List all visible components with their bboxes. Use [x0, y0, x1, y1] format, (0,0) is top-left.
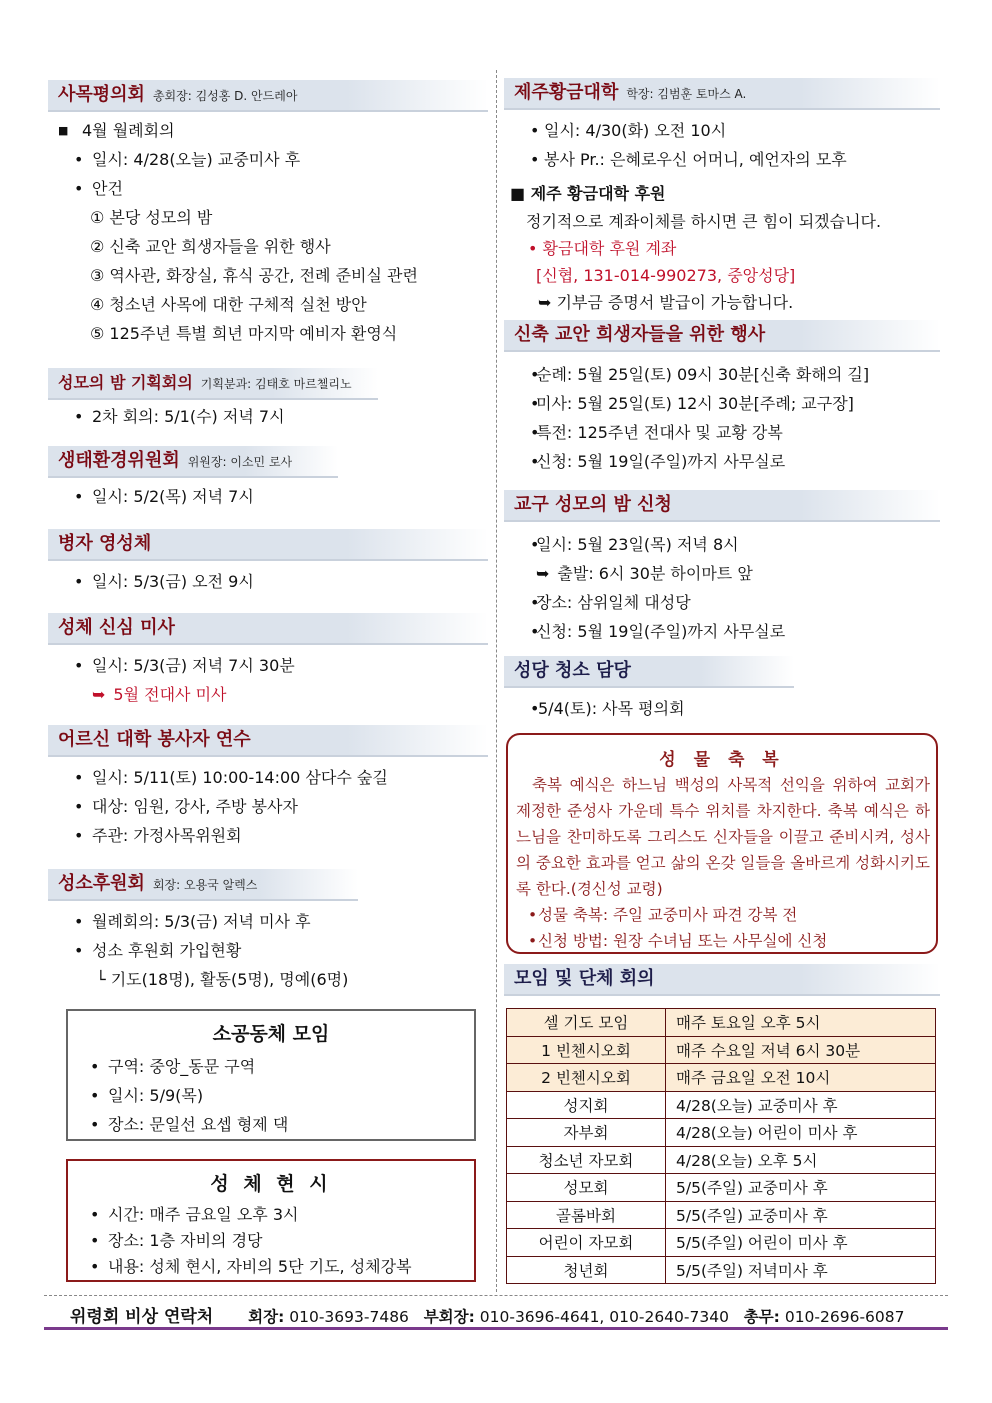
meeting-name: 어린이 자모회 — [507, 1229, 666, 1257]
contact-phone: 010-2696-6087 — [784, 1308, 905, 1326]
subtitle: 회장: 오용국 알렉스 — [152, 878, 258, 892]
table-row — [507, 1036, 936, 1064]
section-ecology-committee — [48, 446, 488, 511]
meeting-time: 5/5(주일) 저녁미사 후 — [666, 1256, 936, 1284]
table-row — [507, 1256, 936, 1284]
meeting-time: 매주 금요일 오전 10시 — [666, 1064, 936, 1092]
section-title: 교구 성모의 밤 신청 — [504, 490, 940, 522]
section-title — [48, 869, 358, 901]
list-item: • 장소: 1층 자비의 경당 — [68, 1228, 474, 1254]
section-church-cleaning — [504, 656, 940, 723]
list-item: • 주관: 가정사목위원회 — [48, 821, 488, 850]
section-eucharist-mass — [48, 613, 488, 709]
table-row — [507, 1064, 936, 1092]
meeting-name: 청소년 자모회 — [507, 1146, 666, 1174]
meeting-time: 4/28(오늘) 오후 5시 — [666, 1146, 936, 1174]
subtitle: 총회장: 김성홍 D. 안드레아 — [152, 89, 298, 103]
meeting-name: 1 빈첸시오회 — [507, 1036, 666, 1064]
blessing-item: • 성물 축복: 주일 교중미사 파견 강복 전 — [508, 902, 936, 928]
depart-text: 출발: 6시 30분 하이마트 앞 — [557, 564, 753, 583]
list-item: • 대상: 임원, 강사, 주방 봉사자 — [48, 792, 488, 821]
list-item: • 장소: 문일선 요셉 형제 댁 — [68, 1110, 474, 1139]
subtitle: 위원장: 이소민 로사 — [187, 455, 293, 469]
list-item: • 내용: 성체 현시, 자비의 5단 기도, 성체강복 — [68, 1254, 474, 1280]
table-row — [507, 1201, 936, 1229]
meetings-title: 모임 및 단체 회의 — [504, 964, 940, 996]
account-label: • 황금대학 후원 계좌 — [528, 239, 677, 258]
list-item: • 일시: 4/28(오늘) 교중미사 후 — [48, 145, 488, 174]
title-text: 성모의 밤 기획회의 — [58, 373, 193, 392]
section-title: 어르신 대학 봉사자 연수 — [48, 725, 488, 757]
blessing-text: 축복 예식은 하느님 백성의 사목적 선익을 위하여 교회가 제정한 준성사 가운데 특수 위치를 차지한다. 축복 예식은 하느님을 찬미하도록 그리스도 신자들을 이끌고 준비시켜, 성사의 중요한 효과를 얻고 삶의 온갖 일들을 올바르게 성화시키도록 한다.(경신성 교령) — [516, 776, 930, 898]
depart-item — [504, 559, 940, 588]
list-item: • 장소: 삼위일체 대성당 — [504, 588, 940, 617]
agenda-item: ② 신축 교안 희생자들을 위한 행사 — [90, 237, 331, 256]
list-item: • 안건 — [48, 174, 488, 203]
meeting-name: 성모회 — [507, 1174, 666, 1202]
receipt-text: 기부금 증명서 발급이 가능합니다. — [556, 293, 794, 312]
agenda-item: ④ 청소년 사목에 대한 구체적 실천 방안 — [90, 295, 367, 314]
list-item: ■ 4월 월례회의 — [48, 116, 488, 145]
table-row — [507, 1174, 936, 1202]
footer — [44, 1295, 948, 1327]
table-row — [507, 1009, 936, 1037]
section-title: 성체 신심 미사 — [48, 613, 488, 645]
note-text: 5월 전대사 미사 — [113, 685, 227, 704]
meeting-name: 청년회 — [507, 1256, 666, 1284]
meeting-time: 5/5(주일) 어린이 미사 후 — [666, 1229, 936, 1257]
small-community-box — [66, 1009, 476, 1141]
section-martyrs-event — [504, 320, 940, 476]
table-row — [507, 1119, 936, 1147]
section-diocese-marian-night — [504, 490, 940, 646]
box-title: 성 체 현 시 — [210, 1173, 332, 1195]
list-item: • 성소 후원회 가입현황 — [48, 936, 488, 965]
table-row — [507, 1146, 936, 1174]
list-item: • 순례: 5월 25일(토) 09시 30분[신축 화해의 길] — [504, 360, 940, 389]
arrow-icon: ➥ — [536, 564, 550, 583]
arrow-icon: ➥ — [538, 293, 552, 312]
list-item: • 시간: 매주 금요일 오후 3시 — [68, 1202, 474, 1228]
blessing-item: • 신청 방법: 원장 수녀님 또는 사무실에 신청 — [508, 928, 936, 954]
meeting-time: 4/28(오늘) 교중미사 후 — [666, 1091, 936, 1119]
subtitle: 학장: 김범훈 토마스 A. — [626, 87, 747, 101]
section-vocation-support — [48, 869, 488, 994]
section-title — [504, 78, 940, 110]
note-item — [48, 680, 488, 709]
meeting-name: 자부회 — [507, 1119, 666, 1147]
section-pastoral-council — [48, 80, 488, 348]
section-title — [48, 80, 488, 112]
meeting-time: 5/5(주일) 교중미사 후 — [666, 1174, 936, 1202]
list-item: • 일시: 5/11(토) 10:00-14:00 삼다수 숲길 — [48, 763, 488, 792]
agenda-item: ③ 역사관, 화장실, 휴식 공간, 전례 준비실 관련 — [90, 266, 418, 285]
list-item: • 봉사 Pr.: 은혜로우신 어머니, 예언자의 모후 — [504, 145, 940, 174]
list-item: • 일시: 5/3(금) 오전 9시 — [48, 567, 488, 596]
meetings-table — [506, 1008, 936, 1284]
section-title — [48, 368, 378, 400]
meeting-time: 매주 수요일 저녁 6시 30분 — [666, 1036, 936, 1064]
title-text: 생태환경위원회 — [58, 450, 180, 471]
meeting-name: 성지회 — [507, 1091, 666, 1119]
receipt-note — [504, 289, 940, 316]
list-item: • 구역: 중앙_동문 구역 — [68, 1052, 474, 1081]
contact-phone: 010-3696-4641, 010-2640-7340 — [479, 1308, 729, 1326]
agenda-item: ⑤ 125주년 특별 희년 마지막 예비자 환영식 — [90, 324, 398, 343]
footer-line — [44, 1327, 948, 1330]
arrow-icon: ➥ — [92, 685, 106, 704]
section-golden-university — [504, 78, 940, 316]
list-item: • 미사: 5월 25일(토) 12시 30분[주례; 교구장] — [504, 389, 940, 418]
meeting-time: 5/5(주일) 교중미사 후 — [666, 1201, 936, 1229]
support-heading: ■ 제주 황금대학 후원 — [510, 184, 666, 203]
list-item: • 일시: 5/9(목) — [68, 1081, 474, 1110]
box-title: 소공동체 모임 — [212, 1023, 330, 1045]
section-title: 신축 교안 희생자들을 위한 행사 — [504, 320, 940, 352]
meeting-name: 2 빈첸시오회 — [507, 1064, 666, 1092]
list-item: • 일시: 5/3(금) 저녁 7시 30분 — [48, 651, 488, 680]
column-divider — [496, 70, 497, 1292]
account-number: [신협, 131-014-990273, 중앙성당] — [536, 266, 796, 285]
support-heading-text: 제주 황금대학 후원 — [530, 184, 666, 203]
list-item: • 월례회의: 5/3(금) 저녁 미사 후 — [48, 907, 488, 936]
list-item: • 일시: 4/30(화) 오전 10시 — [504, 116, 940, 145]
list-item: • 일시: 5월 23일(목) 저녁 8시 — [504, 530, 940, 559]
support-text: 정기적으로 계좌이체를 하시면 큰 힘이 되겠습니다. — [526, 212, 882, 231]
table-row — [507, 1229, 936, 1257]
adoration-box — [66, 1159, 476, 1282]
contact-label: 회장: — [248, 1308, 285, 1326]
subtitle: 기획분과: 김태호 마르첼리노 — [200, 377, 352, 391]
title-text: 성소후원회 — [58, 873, 145, 894]
contact-label: 부회장: — [423, 1308, 475, 1326]
list-item: • 일시: 5/2(목) 저녁 7시 — [48, 482, 488, 511]
section-title — [48, 446, 338, 478]
title-text: 제주황금대학 — [514, 82, 619, 103]
contact-label: 총무: — [743, 1308, 780, 1326]
section-title: 병자 영성체 — [48, 529, 488, 561]
section-title: 성당 청소 담당 — [504, 656, 794, 688]
title-text: 사목평의회 — [58, 84, 145, 105]
list-item: • 신청: 5월 19일(주일)까지 사무실로 — [504, 447, 940, 476]
list-item: • 신청: 5월 19일(주일)까지 사무실로 — [504, 617, 940, 646]
meeting-name: 골롬바회 — [507, 1201, 666, 1229]
section-senior-volunteer — [48, 725, 488, 850]
agenda-item: ① 본당 성모의 밤 — [90, 208, 213, 227]
list-item: • 2차 회의: 5/1(수) 저녁 7시 — [48, 402, 488, 431]
section-communion-sick — [48, 529, 488, 596]
detail-item: └ 기도(18명), 활동(5명), 명예(6명) — [96, 970, 349, 989]
table-row — [507, 1091, 936, 1119]
list-item: • 5/4(토): 사목 평의회 — [504, 694, 940, 723]
blessing-box — [506, 733, 938, 954]
meeting-time: 매주 토요일 오후 5시 — [666, 1009, 936, 1037]
list-item: • 특전: 125주년 전대사 및 교황 강복 — [504, 418, 940, 447]
meeting-name: 셀 기도 모임 — [507, 1009, 666, 1037]
contact-phone: 010-3693-7486 — [289, 1308, 409, 1326]
blessing-title: 성 물 축 복 — [659, 750, 785, 770]
emergency-contacts — [70, 1302, 905, 1327]
account-label-text: 황금대학 후원 계좌 — [542, 239, 677, 258]
footer-title: 위령회 비상 연락처 — [70, 1307, 214, 1327]
meeting-time: 4/28(오늘) 어린이 미사 후 — [666, 1119, 936, 1147]
section-marian-night-planning — [48, 368, 488, 431]
